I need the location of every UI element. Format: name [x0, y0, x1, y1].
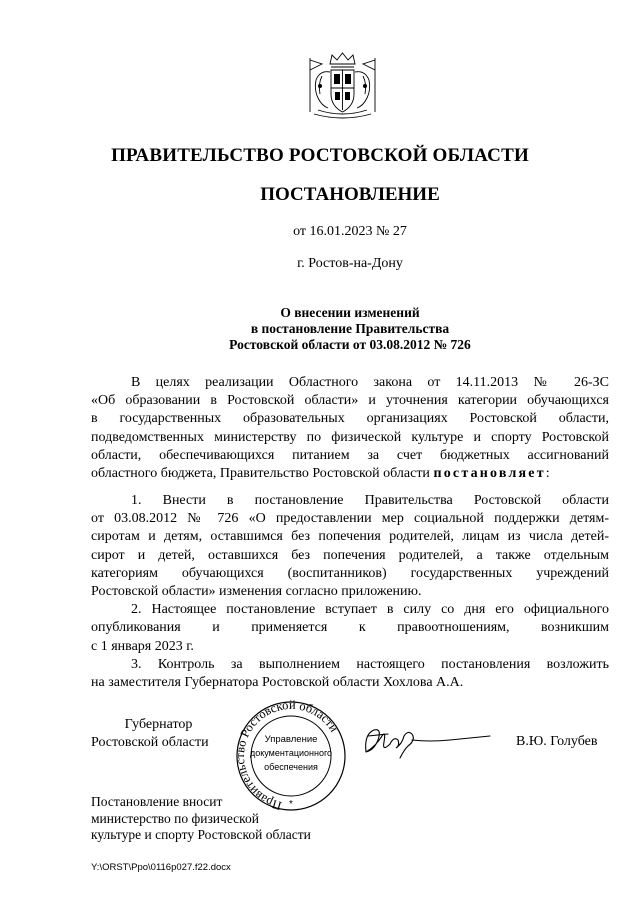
- submitted-by-line: министерство по физической: [91, 810, 259, 826]
- resolution-items: [91, 492, 609, 692]
- signatory-title-line: Губернатор: [124, 717, 193, 732]
- item-1-line: сиротам и детям, оставшимся без попечения родителей, лицам из числа детей-: [91, 529, 609, 545]
- preamble-line: в государственных образовательных организациях Ростовской области,: [91, 411, 609, 427]
- submitted-by-line: культуре и спорту Ростовской области: [91, 827, 311, 842]
- subject-line: Ростовской области от 03.08.2012 № 726: [229, 337, 471, 352]
- signatory-title-line: Ростовской области: [91, 735, 209, 750]
- decree-colon: :: [545, 465, 550, 481]
- preamble-line: «Об образовании в Ростовской области» и уточнения категории обучающихся: [91, 393, 609, 409]
- submitted-by: [91, 794, 311, 844]
- handwritten-signature: [360, 722, 495, 762]
- signatory-title: [91, 716, 226, 752]
- item-2-last-line: с 1 января 2023 г.: [91, 638, 194, 654]
- stamp-star: *: [289, 799, 293, 810]
- date-number: от 16.01.2023 № 27: [293, 224, 407, 239]
- subject-line: в постановление Правительства: [250, 321, 450, 336]
- stamp-inner-line: обеспечения: [264, 762, 318, 772]
- item-1-line: категориям обучающихся (воспитанников) государственных учреждений: [91, 565, 609, 581]
- subject-line: О внесении изменений: [280, 305, 420, 320]
- item-1-line: 1. Внести в постановление Правительства Ростовской области: [131, 493, 609, 508]
- preamble-line: области, обеспечивающихся питанием за счет бюджетных ассигнований: [91, 447, 609, 463]
- submitted-by-line: Постановление вносит: [91, 794, 223, 809]
- stamp-ring-text: Правительство Ростовской области: [233, 700, 342, 813]
- preamble: [91, 374, 609, 483]
- item-1-line: от 03.08.2012 № 726 «О предоставлении мер социальной поддержки детям-: [91, 511, 609, 527]
- item-2-line: 2. Настоящее постановление вступает в силу со дня его официального: [131, 602, 609, 618]
- item-3-line: 3. Контроль за выполнением настоящего постановления возложить: [131, 656, 609, 672]
- file-path: Y:\ORST\Ppo\0116p027.f22.docx: [91, 862, 231, 873]
- preamble-last-line: [91, 465, 609, 483]
- document-subject: [50, 305, 640, 353]
- stamp-inner-line: документационного: [249, 748, 333, 758]
- city: г. Ростов-на-Дону: [297, 256, 403, 271]
- government-title: ПРАВИТЕЛЬСТВО РОСТОВСКОЙ ОБЛАСТИ: [111, 145, 529, 166]
- item-1-line: сирот и детей, оставшихся без попечения родителей, а также отдельным: [91, 547, 609, 563]
- item-3-last-line: на заместителя Губернатора Ростовской области Хохлова А.А.: [91, 674, 464, 690]
- item-2-line: опубликования и применяется к правоотношениям, возникшим: [91, 620, 609, 636]
- preamble-line: В целях реализации Областного закона от 14.11.2013 № 26-ЗС: [131, 375, 609, 390]
- document-type: ПОСТАНОВЛЕНИЕ: [260, 184, 440, 205]
- item-1-last-line: Ростовской области» изменения согласно приложению.: [91, 583, 422, 599]
- coat-of-arms-icon: [300, 50, 385, 122]
- signatory-name: В.Ю. Голубев: [516, 734, 598, 749]
- preamble-line: подведомственных министерству по физической культуре и спорту Ростовской: [91, 429, 609, 445]
- stamp-inner-line: Управление: [264, 734, 318, 745]
- preamble-text: областного бюджета, Правительство Ростовской области: [91, 465, 434, 481]
- decree-word: постановляет: [433, 465, 546, 481]
